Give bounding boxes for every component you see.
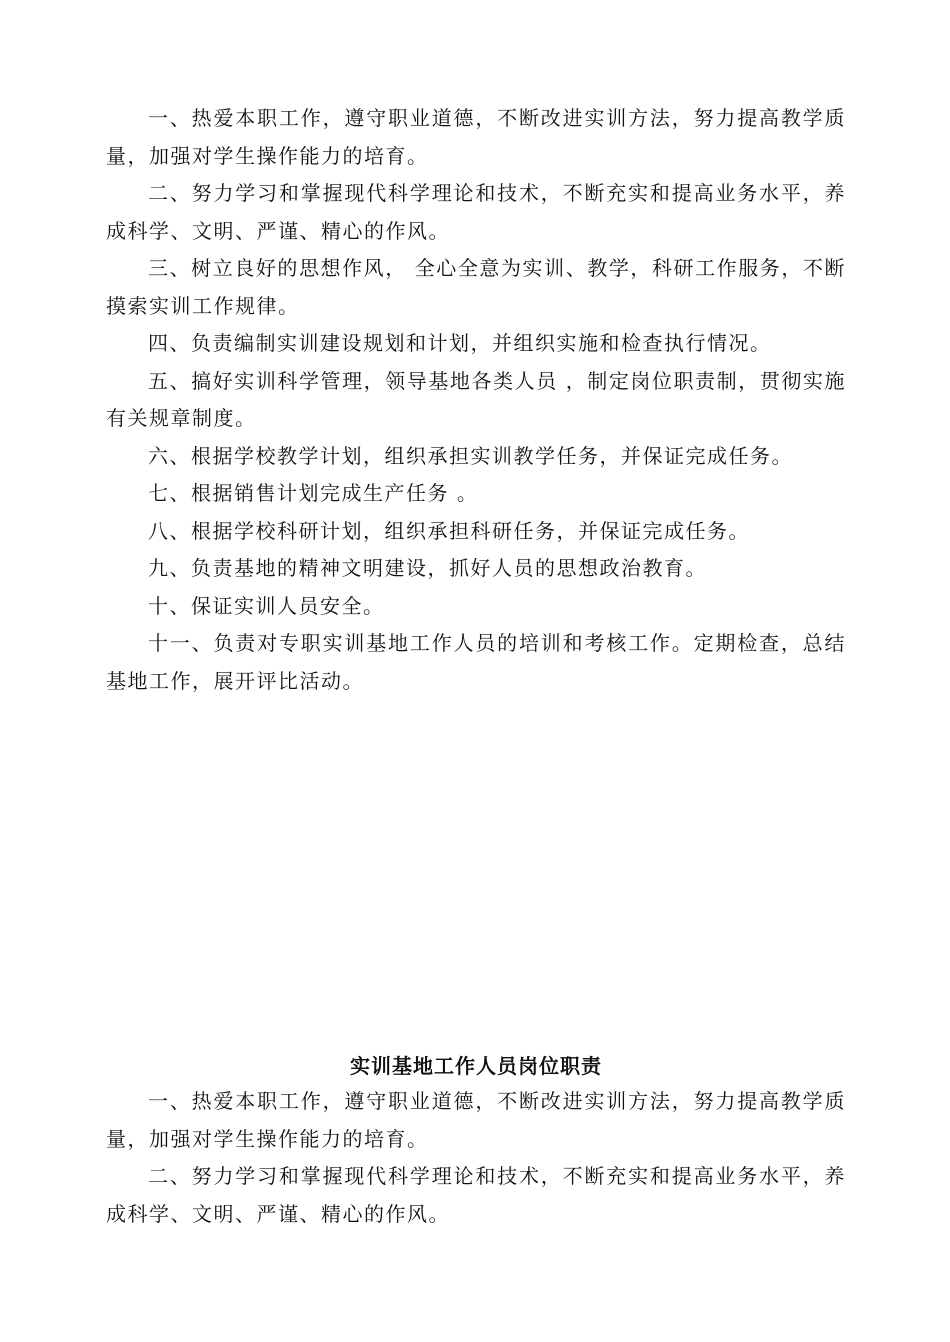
duties-section-2 (106, 1049, 846, 1233)
staff-duty-paragraph-2: 二、努力学习和掌握现代科学理论和技术，不断充实和提高业务水平，养成科学、文明、严谨、精心的作风。 (106, 1164, 846, 1226)
duty-paragraph-8: 八、根据学校科研计划，组织承担科研任务，并保证完成任务。 (148, 518, 750, 543)
section-title: 实训基地工作人员岗位职责 (350, 1054, 602, 1078)
duty-paragraph-10: 十、保证实训人员安全。 (148, 593, 385, 618)
duty-paragraph-7: 七、根据销售计划完成生产任务 。 (148, 481, 479, 505)
duties-section-1 (106, 100, 846, 700)
duty-paragraph-9: 九、负责基地的精神文明建设，抓好人员的思想政治教育。 (148, 556, 707, 580)
duty-paragraph-5: 五、搞好实训科学管理，领导基地各类人员 ，制定岗位职责制，贯彻实施有关规章制度。 (106, 368, 846, 430)
duty-paragraph-3: 三、树立良好的思想作风， 全心全意为实训、教学，科研工作服务，不断摸索实训工作规律。 (106, 256, 846, 318)
duty-paragraph-6: 六、根据学校教学计划，组织承担实训教学任务，并保证完成任务。 (148, 443, 793, 468)
duty-paragraph-2: 二、努力学习和掌握现代科学理论和技术，不断充实和提高业务水平，养成科学、文明、严谨、精心的作风。 (106, 181, 846, 243)
staff-duty-paragraph-1: 一、热爱本职工作，遵守职业道德，不断改进实训方法，努力提高教学质量，加强对学生操作能力的培育。 (106, 1089, 846, 1151)
duty-paragraph-11: 十一、负责对专职实训基地工作人员的培训和考核工作。定期检查，总结基地工作，展开评比活动。 (106, 631, 846, 693)
duty-paragraph-4: 四、负责编制实训建设规划和计划，并组织实施和检查执行情况。 (148, 331, 772, 355)
duty-paragraph-1: 一、热爱本职工作，遵守职业道德，不断改进实训方法，努力提高教学质量，加强对学生操作能力的培育。 (106, 106, 846, 168)
